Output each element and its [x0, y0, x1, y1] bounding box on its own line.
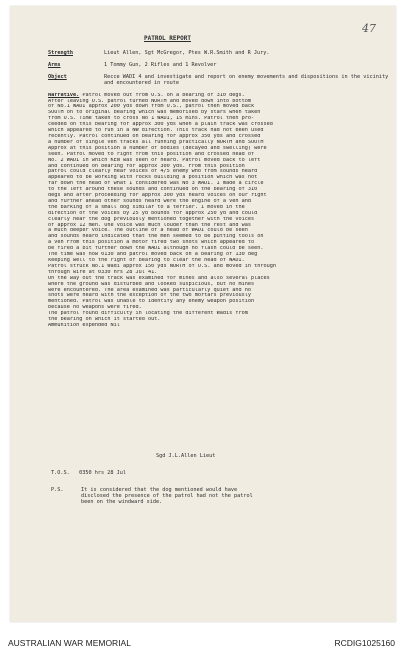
narrative-line: because no weapons were fired. [48, 305, 142, 311]
strength-value: Lieut Allen, Sgt McGregor, Ptes W.R.Smith and R Jury. [104, 50, 270, 56]
narrative-line: recently. Patrol continued on bearing for approx 350 yds and crossed [48, 133, 261, 139]
narrative-line: which appeared to run in a NW direction. This track had not been used [48, 128, 264, 134]
ps-label: P.S. [51, 487, 64, 493]
narrative-line: degs and after proceeding for approx 300 yds heard voices on our right [48, 193, 267, 199]
narrative-line: and further ahead other sounds heard were the engine of a veh and [48, 198, 252, 204]
report-title: PATROL REPORT [144, 35, 191, 42]
ps-body [81, 488, 253, 506]
narrative-line: where the ground was disturbed and looked suspicious, but no mines [48, 281, 255, 287]
narrative-line: from O.S. Time taken to cross No 1 WADI, 15 mins. Patrol then pro- [48, 116, 255, 122]
narrative-line: ceeded on this bearing for approx 300 yds when a plain track was crossed [48, 122, 273, 128]
tos-label: T.O.S. [51, 470, 70, 476]
strength-label: Strength [48, 50, 73, 56]
narrative-line: patrol could clearly hear voices of 4/5 enemy who from sounds heard [48, 169, 258, 175]
narrative-line: appeared to be working with rocks building a position which was not [48, 175, 258, 181]
object-row [48, 75, 396, 87]
footer-record-id: RCDIG1025160 [334, 638, 395, 648]
narrative-line: the barking of a small dog similar to a terrier. I moved in the [48, 204, 245, 210]
narrative-line: were encountered. The area examined was particularly quiet and no [48, 287, 252, 293]
narrative-line: a number of single veh tracks all running practically NORTH and SOUTH [48, 139, 264, 145]
narrative-line: On the way out the track was examined for mines and also several places [48, 275, 270, 281]
object-label: Object [48, 73, 67, 80]
narrative-line: The patrol found difficulty in locating the different Wadis from [48, 311, 248, 317]
narrative-line: and sounds heard indicated that the men seemed to be putting tools on [48, 234, 264, 240]
tos-value: 0350 hrs 28 Jul [79, 470, 126, 476]
narrative-line: Approx at this position a number of bodies (decayed and swelling) were [48, 145, 267, 151]
report-body [48, 51, 396, 329]
narrative-line: Patrol struck No.1 Wadi approx 150 yds NORTH of O.S. and moved in through [48, 263, 276, 269]
narrative-line: a veh From this position a motor fired two shots which appeared to [48, 240, 255, 246]
footer-source: AUSTRALIAN WAR MEMORIAL [8, 638, 131, 648]
ps-line: been on the windward side. [81, 498, 163, 505]
ps-line: disclosed the presence of the patrol had not the patrol [81, 492, 253, 499]
document-page [10, 6, 396, 622]
tos-line [51, 470, 126, 476]
narrative-line: The time was now 0130 and patrol moved back on a bearing of 130 deg [48, 252, 258, 258]
arms-value: 1 Tommy Gun, 2 Rifles and 1 Revolver [104, 61, 217, 68]
narrative-line: clearly hear the dog previously mentioned together with the voices [48, 216, 255, 222]
page-number: 47 [362, 22, 376, 35]
narrative-line: shots were heard with the exception of the two mortars previously [48, 293, 252, 299]
narrative-line: of approx 12 men. One voice was much louder than the rest and was [48, 222, 252, 228]
narrative-line: keeping well to the right of bearing to clear the head of WADI. [48, 258, 245, 263]
narrative-line: be fired a bit further down the WADI although no flash could be seen. [48, 246, 264, 252]
narrative-line: Narrative. Patrol moved out from O.S. on a bearing of 310 degs. [48, 92, 245, 98]
ps-line: It is considered that the dog mentioned would have [81, 487, 238, 493]
narrative-line: the bearing on which it started out. [48, 317, 161, 323]
signature-line: Sgd J.L.Allen Lieut [156, 453, 216, 459]
ammunition-line: Ammunition expended Nil [48, 322, 120, 328]
arms-label: Arms [48, 61, 61, 68]
narrative-line: SOUTH on to original bearing which was memorised by stars when taken [48, 110, 261, 116]
postscript [51, 488, 381, 506]
narrative-label: Narrative. [48, 92, 80, 98]
arms-row [48, 63, 396, 69]
narrative-section [48, 93, 396, 329]
narrative-line: through wire at 0330 hrs 28 Jul 41. [48, 269, 158, 275]
narrative-line: No. 2 WADI in which KEN was seen or heard. Patrol moved back to left [48, 157, 261, 163]
narrative-line: After leaving O.S. patrol turned NORTH and moved down into bottom [48, 98, 252, 104]
narrative-line: mentioned. Patrol was unable to identify any enemy weapon position [48, 299, 255, 305]
narrative-line: direction of the voices by 25 yd bounds for approx 250 yd and could [48, 210, 258, 216]
narrative-line: and continued on bearing for approx 300 yds. From this position [48, 163, 245, 169]
strength-row [48, 51, 396, 57]
narrative-line: a much deeper voice. The outline of a head of WADI could be seen [48, 228, 248, 234]
object-value: Recce WADI 4 and investigate and report on enemy movements and dispositions in the vicinity and encountered in route [104, 73, 389, 86]
narrative-line: of No.1 WADI approx 200 yds down from O.S., patrol then moved back [48, 104, 255, 110]
narrative-line: to the left around these sounds and continued on the bearing of 310 [48, 187, 258, 193]
archive-footer [0, 630, 405, 654]
narrative-line: seen. Patrol moved to right from this position and crossed head of [48, 151, 255, 157]
narrative-line: far down the head of what I considered was No 3 WADI. I made a circle [48, 181, 264, 187]
